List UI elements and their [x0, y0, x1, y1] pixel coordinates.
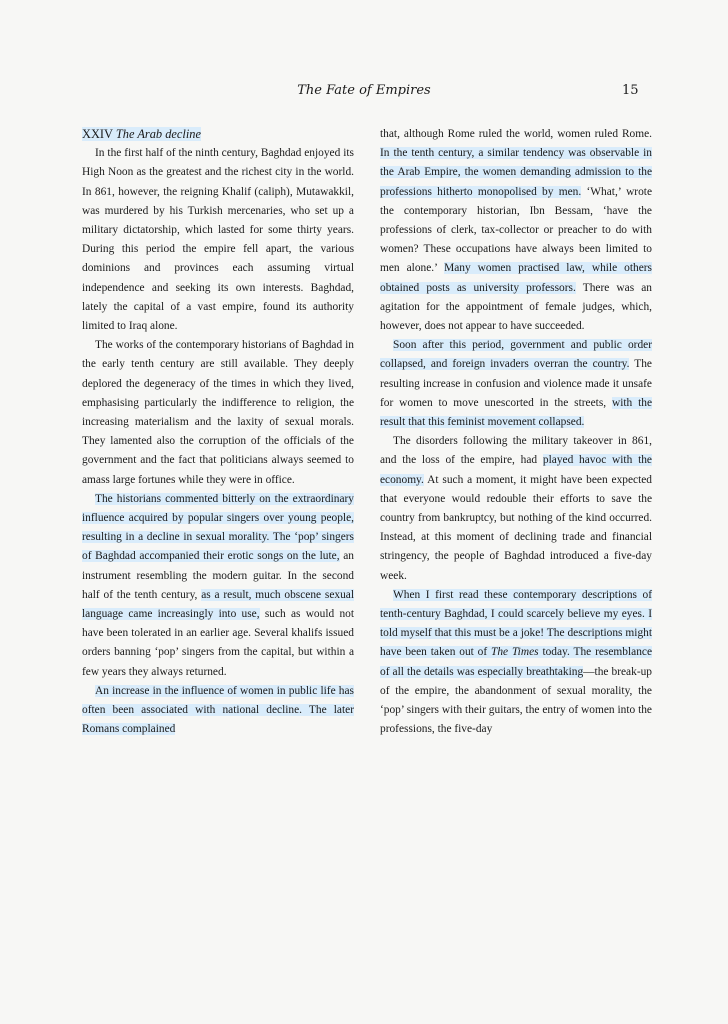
section-number: XXIV — [82, 127, 113, 141]
highlighted-text: with the result that this feminist movement collapsed. — [380, 396, 653, 429]
paragraph: The works of the contemporary historians of Baghdad in the early tenth century are still available. They deeply deplored the degeneracy of the times in which they lived, emphasising particularly the indifference to religion, the increasing materialism and the laxity of sexual morals. They lamented also the corruption of the officials of the government and the fact that politicians always seemed to amass large fortunes while they were in office. — [82, 339, 354, 486]
newspaper-title: The Times — [491, 646, 539, 659]
highlighted-text: Many women practised law, while others obtained posts as university professors. — [380, 262, 652, 294]
highlighted-text: An increase in the influence of women in public life has often been associated with national decline. The later Romans complained — [82, 684, 354, 736]
right-column — [380, 125, 652, 740]
highlighted-text: In the tenth century, a similar tendency was observable in the Arab Empire, the women demanding admission to the professions hitherto monopolised by men. — [380, 147, 652, 198]
paragraph: Soon after this period, government and public order collapsed, and foreign invaders overran the country. The resulting increase in confusion and violence made it unsafe for women to move unescorted in the streets, with the result that this feminist movement collapsed. — [380, 339, 653, 429]
highlighted-text: Soon after this period, government and public order collapsed, and foreign invaders overran the country. — [380, 339, 652, 371]
section-heading — [82, 125, 354, 144]
running-header-title: The Fate of Empires — [297, 83, 431, 98]
paragraph: In the first half of the ninth century, Baghdad enjoyed its High Noon as the greatest and the richest city in the world. In 861, however, the reigning Khalif (caliph), Mutawakkil, was murdered by his Turkish mercenaries, who set up a military dictatorship, which lasted for some thirty years. During this period the empire fell apart, the various dominions and provinces each assuming virtual independence and seeking its own interests. Baghdad, lately the capital of a vast empire, found its authority limited to Iraq alone. — [82, 147, 354, 333]
page-number: 15 — [622, 83, 639, 98]
paragraph: that, although Rome ruled the world, women ruled Rome. In the tenth century, a similar tendency was observable in the Arab Empire, the women demanding admission to the professions hitherto monopolised by men. ‘What,’ wrote the contemporary historian, Ibn Bessam, ‘have the professions of clerk, tax-collector or preacher to do with women? These occupations have always been limited to men alone.’ Many women practised law, while others obtained posts as university professors. There was an agitation for the appointment of female judges, which, however, does not appear to have succeeded. — [380, 128, 653, 333]
highlighted-text: as a result, much obscene sexual language came increasingly into use, — [82, 588, 355, 621]
highlighted-text: The historians commented bitterly on the extraordinary influence acquired by popular singers over young people, resulting in a decline in sexual morality. The ‘pop’ singers of Baghdad accompanied their erotic songs on the lute, — [82, 492, 354, 563]
paragraph: When I first read these contemporary descriptions of tenth-century Baghdad, I could scarcely believe my eyes. I told myself that this must be a joke! The descriptions might have been taken out of The Times today. The resemblance of all the details was especially breathtaking—the break-up of the empire, the abandonment of sexual morality, the ‘pop’ singers with their guitars, the entry of women into the professions, the five-day — [380, 588, 652, 736]
paragraph: The historians commented bitterly on the extraordinary influence acquired by popular singers over young people, resulting in a decline in sexual morality. The ‘pop’ singers of Baghdad accompanied their erotic songs on the lute, an instrument resembling the modern guitar. In the second half of the tenth century, as a result, much obscene sexual language came increasingly into use, such as would not have been tolerated in an earlier age. Several khalifs issued orders banning ‘pop’ singers from the capital, but within a few years they always returned. — [82, 492, 355, 678]
highlighted-text: played havoc with the economy. — [380, 454, 652, 486]
highlighted-text: When I first read these contemporary descriptions of tenth-century Baghdad, I could scarcely believe my eyes. I told myself that this must be a joke! The descriptions might have been taken out of The Times today. The resemblance of all the details was especially breathtaking — [380, 588, 652, 678]
paragraph — [82, 682, 354, 740]
paragraph: The disorders following the military takeover in 861, and the loss of the empire, had played havoc with the economy. At such a moment, it might have been expected that everyone would redouble their efforts to save the country from bankruptcy, but nothing of the kind occurred. Instead, at this moment of declining trade and financial stringency, the people of Baghdad introduced a five-day week. — [380, 435, 652, 582]
left-column — [82, 125, 354, 740]
section-title: The Arab decline — [115, 127, 201, 141]
